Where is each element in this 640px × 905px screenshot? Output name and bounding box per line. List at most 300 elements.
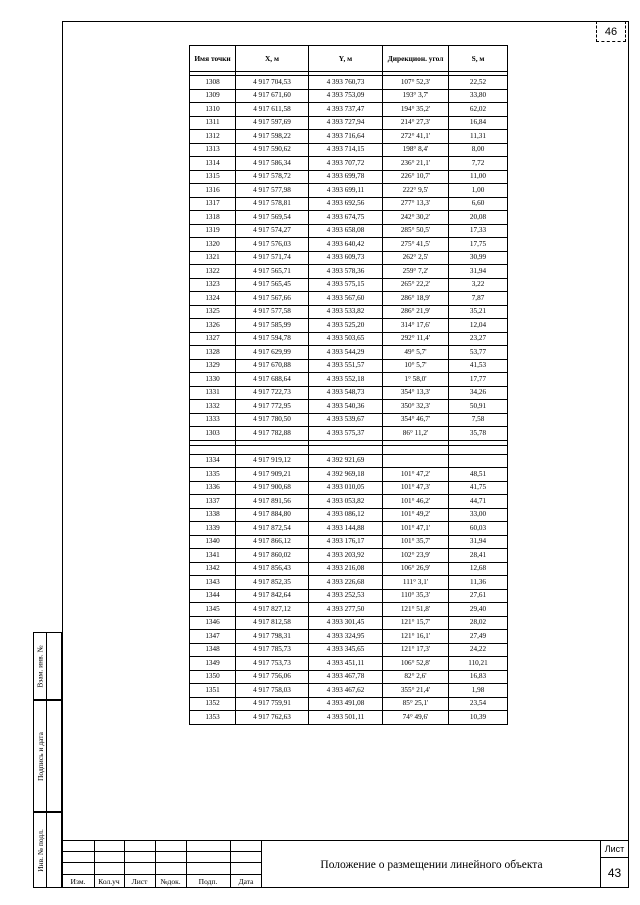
sheet-number: 43 [607, 865, 622, 880]
table-row [190, 562, 508, 576]
x-cell: 4 917 782,88 [236, 427, 309, 441]
direction-cell: 1° 58,0' [383, 373, 449, 387]
point-cell: 1331 [190, 386, 236, 400]
table-row [190, 508, 508, 522]
distance-cell: 110,21 [449, 657, 508, 671]
table-row [190, 278, 508, 292]
y-cell: 4 393 552,18 [309, 373, 383, 387]
distance-cell: 7,72 [449, 157, 508, 171]
point-cell: 1344 [190, 589, 236, 603]
x-cell: 4 917 842,64 [236, 589, 309, 603]
point-cell: 1319 [190, 224, 236, 238]
table-row [190, 346, 508, 360]
x-cell: 4 917 884,80 [236, 508, 309, 522]
distance-cell: 31,94 [449, 265, 508, 279]
direction-cell: 314° 17,6' [383, 319, 449, 333]
x-cell: 4 917 891,56 [236, 495, 309, 509]
y-cell: 4 393 010,05 [309, 481, 383, 495]
direction-cell: 74° 49,6' [383, 711, 449, 725]
direction-cell: 222° 9,5' [383, 184, 449, 198]
table-row [190, 292, 508, 306]
y-cell: 4 393 491,08 [309, 697, 383, 711]
gap-row [190, 445, 508, 454]
y-cell: 4 393 548,73 [309, 386, 383, 400]
distance-cell: 33,00 [449, 508, 508, 522]
table-row [190, 184, 508, 198]
table-row [190, 616, 508, 630]
direction-cell: 286° 21,9' [383, 305, 449, 319]
distance-cell: 27,49 [449, 630, 508, 644]
table-row [190, 711, 508, 725]
y-cell: 4 393 609,73 [309, 251, 383, 265]
direction-cell: 285° 50,5' [383, 224, 449, 238]
sidebar-label-inventory: Инв. № подл. [35, 828, 45, 872]
direction-cell: 259° 7,2' [383, 265, 449, 279]
table-row [190, 373, 508, 387]
point-cell: 1313 [190, 143, 236, 157]
y-cell: 4 393 467,78 [309, 670, 383, 684]
x-cell: 4 917 597,69 [236, 116, 309, 130]
direction-cell: 121° 51,8' [383, 603, 449, 617]
x-cell: 4 917 919,12 [236, 454, 309, 468]
y-cell: 4 393 525,20 [309, 319, 383, 333]
point-cell: 1309 [190, 89, 236, 103]
direction-cell: 265° 22,2' [383, 278, 449, 292]
y-cell: 4 393 575,37 [309, 427, 383, 441]
direction-cell [383, 454, 449, 468]
direction-cell: 236° 21,1' [383, 157, 449, 171]
y-cell: 4 393 737,47 [309, 103, 383, 117]
distance-cell: 11,31 [449, 130, 508, 144]
x-cell: 4 917 578,72 [236, 170, 309, 184]
y-cell: 4 393 451,11 [309, 657, 383, 671]
distance-cell: 33,80 [449, 89, 508, 103]
table-row [190, 305, 508, 319]
x-cell: 4 917 576,03 [236, 238, 309, 252]
table-row [190, 211, 508, 225]
direction-cell: 101° 35,7' [383, 535, 449, 549]
table-row [190, 589, 508, 603]
point-cell: 1329 [190, 359, 236, 373]
direction-cell: 193° 3,7' [383, 89, 449, 103]
direction-cell: 272° 41,1' [383, 130, 449, 144]
y-cell: 4 393 345,65 [309, 643, 383, 657]
y-cell: 4 393 714,15 [309, 143, 383, 157]
direction-cell: 110° 35,3' [383, 589, 449, 603]
sheet-top-number: 46 [596, 21, 626, 42]
distance-cell: 31,94 [449, 535, 508, 549]
distance-cell: 62,02 [449, 103, 508, 117]
y-cell: 4 393 533,82 [309, 305, 383, 319]
col-ndok-label: №док. [160, 877, 181, 886]
x-cell: 4 917 670,88 [236, 359, 309, 373]
y-cell: 4 393 699,11 [309, 184, 383, 198]
distance-cell: 10,39 [449, 711, 508, 725]
y-cell: 4 393 707,72 [309, 157, 383, 171]
title-block [62, 840, 629, 888]
direction-cell: 111° 3,1' [383, 576, 449, 590]
table-row [190, 535, 508, 549]
direction-cell: 242° 30,2' [383, 211, 449, 225]
direction-cell: 121° 16,1' [383, 630, 449, 644]
direction-cell: 262° 2,5' [383, 251, 449, 265]
point-cell: 1342 [190, 562, 236, 576]
y-cell: 4 392 969,18 [309, 468, 383, 482]
direction-cell: 102° 23,9' [383, 549, 449, 563]
x-cell: 4 917 567,66 [236, 292, 309, 306]
distance-cell: 23,27 [449, 332, 508, 346]
coordinates-table [189, 45, 508, 725]
direction-cell: 194° 35,2' [383, 103, 449, 117]
table-row [190, 76, 508, 90]
table-row [190, 143, 508, 157]
point-cell: 1325 [190, 305, 236, 319]
table-row [190, 603, 508, 617]
direction-cell: 214° 27,3' [383, 116, 449, 130]
y-cell: 4 393 053,82 [309, 495, 383, 509]
direction-cell: 82° 2,6' [383, 670, 449, 684]
table-row [190, 468, 508, 482]
y-cell: 4 393 539,67 [309, 413, 383, 427]
distance-cell: 1,00 [449, 184, 508, 198]
point-cell: 1320 [190, 238, 236, 252]
direction-cell: 85° 25,1' [383, 697, 449, 711]
distance-cell: 17,33 [449, 224, 508, 238]
point-cell: 1315 [190, 170, 236, 184]
direction-cell: 275° 41,5' [383, 238, 449, 252]
y-cell: 4 393 640,42 [309, 238, 383, 252]
table-row [190, 413, 508, 427]
x-cell: 4 917 827,12 [236, 603, 309, 617]
y-cell: 4 393 252,53 [309, 589, 383, 603]
distance-cell: 53,77 [449, 346, 508, 360]
x-cell: 4 917 762,63 [236, 711, 309, 725]
x-cell: 4 917 759,91 [236, 697, 309, 711]
y-cell: 4 393 216,08 [309, 562, 383, 576]
x-cell: 4 917 586,34 [236, 157, 309, 171]
y-cell: 4 393 716,64 [309, 130, 383, 144]
point-cell: 1324 [190, 292, 236, 306]
direction-cell: 350° 32,3' [383, 400, 449, 414]
y-cell: 4 393 692,56 [309, 197, 383, 211]
x-cell: 4 917 756,06 [236, 670, 309, 684]
distance-cell [449, 454, 508, 468]
x-cell: 4 917 578,81 [236, 197, 309, 211]
distance-cell: 7,58 [449, 413, 508, 427]
table-row [190, 224, 508, 238]
direction-cell: 86° 11,2' [383, 427, 449, 441]
direction-cell: 10° 5,7' [383, 359, 449, 373]
direction-cell: 101° 49,2' [383, 508, 449, 522]
direction-cell: 101° 46,2' [383, 495, 449, 509]
point-cell: 1334 [190, 454, 236, 468]
point-cell: 1348 [190, 643, 236, 657]
distance-cell: 23,54 [449, 697, 508, 711]
point-cell: 1346 [190, 616, 236, 630]
header-y: Y, м [309, 46, 383, 72]
y-cell: 4 393 086,12 [309, 508, 383, 522]
table-row [190, 549, 508, 563]
distance-cell: 35,21 [449, 305, 508, 319]
point-cell: 1349 [190, 657, 236, 671]
direction-cell: 286° 18,9' [383, 292, 449, 306]
table-row [190, 454, 508, 468]
x-cell: 4 917 852,35 [236, 576, 309, 590]
direction-cell: 106° 52,8' [383, 657, 449, 671]
x-cell: 4 917 585,99 [236, 319, 309, 333]
y-cell: 4 392 921,69 [309, 454, 383, 468]
sidebar-field-inventory [33, 812, 62, 888]
point-cell: 1312 [190, 130, 236, 144]
point-cell: 1333 [190, 413, 236, 427]
point-cell: 1339 [190, 522, 236, 536]
direction-cell: 277° 13,3' [383, 197, 449, 211]
distance-cell: 11,36 [449, 576, 508, 590]
x-cell: 4 917 629,99 [236, 346, 309, 360]
distance-cell: 28,02 [449, 616, 508, 630]
distance-cell: 30,99 [449, 251, 508, 265]
point-cell: 1330 [190, 373, 236, 387]
point-cell: 1310 [190, 103, 236, 117]
direction-cell: 101° 47,3' [383, 481, 449, 495]
y-cell: 4 393 674,75 [309, 211, 383, 225]
header-direction: Дирекцион. угол [383, 46, 449, 72]
x-cell: 4 917 753,73 [236, 657, 309, 671]
distance-cell: 8,00 [449, 143, 508, 157]
point-cell: 1303 [190, 427, 236, 441]
y-cell: 4 393 467,62 [309, 684, 383, 698]
distance-cell: 3,22 [449, 278, 508, 292]
y-cell: 4 393 575,15 [309, 278, 383, 292]
y-cell: 4 393 727,94 [309, 116, 383, 130]
document-title: Положение о размещении линейного объекта [320, 858, 543, 871]
x-cell: 4 917 565,45 [236, 278, 309, 292]
direction-cell: 198° 8,4' [383, 143, 449, 157]
distance-cell: 41,53 [449, 359, 508, 373]
col-podp-label: Подп. [198, 877, 218, 886]
distance-cell: 12,68 [449, 562, 508, 576]
table-row [190, 170, 508, 184]
col-list-label: Лист [131, 877, 148, 886]
point-cell: 1318 [190, 211, 236, 225]
table-row [190, 495, 508, 509]
table-row [190, 522, 508, 536]
distance-cell: 50,91 [449, 400, 508, 414]
direction-cell: 107° 52,3' [383, 76, 449, 90]
table-row [190, 89, 508, 103]
distance-cell: 6,60 [449, 197, 508, 211]
sheet-label: Лист [604, 844, 625, 854]
point-cell: 1311 [190, 116, 236, 130]
distance-cell: 12,04 [449, 319, 508, 333]
point-cell: 1338 [190, 508, 236, 522]
point-cell: 1347 [190, 630, 236, 644]
point-cell: 1317 [190, 197, 236, 211]
table-row [190, 684, 508, 698]
table-row [190, 386, 508, 400]
col-data-label: Дата [238, 877, 254, 886]
point-cell: 1352 [190, 697, 236, 711]
point-cell: 1323 [190, 278, 236, 292]
point-cell: 1316 [190, 184, 236, 198]
direction-cell: 354° 13,3' [383, 386, 449, 400]
table-row [190, 251, 508, 265]
distance-cell: 20,08 [449, 211, 508, 225]
y-cell: 4 393 176,17 [309, 535, 383, 549]
table-row [190, 427, 508, 441]
header-distance: S, м [449, 46, 508, 72]
distance-cell: 29,40 [449, 603, 508, 617]
x-cell: 4 917 812,58 [236, 616, 309, 630]
point-cell: 1308 [190, 76, 236, 90]
x-cell: 4 917 565,71 [236, 265, 309, 279]
x-cell: 4 917 866,12 [236, 535, 309, 549]
x-cell: 4 917 574,27 [236, 224, 309, 238]
direction-cell: 292° 11,4' [383, 332, 449, 346]
x-cell: 4 917 569,54 [236, 211, 309, 225]
distance-cell: 24,22 [449, 643, 508, 657]
direction-cell: 106° 26,9' [383, 562, 449, 576]
table-row [190, 359, 508, 373]
table-row [190, 697, 508, 711]
direction-cell: 121° 15,7' [383, 616, 449, 630]
coordinates-table-wrap [189, 45, 507, 833]
x-cell: 4 917 900,68 [236, 481, 309, 495]
distance-cell: 1,98 [449, 684, 508, 698]
point-cell: 1327 [190, 332, 236, 346]
sidebar-field-replace [33, 632, 62, 700]
y-cell: 4 393 501,11 [309, 711, 383, 725]
distance-cell: 28,41 [449, 549, 508, 563]
point-cell: 1321 [190, 251, 236, 265]
x-cell: 4 917 590,62 [236, 143, 309, 157]
x-cell: 4 917 577,58 [236, 305, 309, 319]
y-cell: 4 393 540,36 [309, 400, 383, 414]
direction-cell: 355° 21,4' [383, 684, 449, 698]
distance-cell: 44,71 [449, 495, 508, 509]
x-cell: 4 917 785,73 [236, 643, 309, 657]
point-cell: 1353 [190, 711, 236, 725]
y-cell: 4 393 226,68 [309, 576, 383, 590]
x-cell: 4 917 577,98 [236, 184, 309, 198]
point-cell: 1343 [190, 576, 236, 590]
point-cell: 1332 [190, 400, 236, 414]
table-row [190, 481, 508, 495]
y-cell: 4 393 753,09 [309, 89, 383, 103]
x-cell: 4 917 571,74 [236, 251, 309, 265]
x-cell: 4 917 780,50 [236, 413, 309, 427]
table-row [190, 400, 508, 414]
sidebar-label-signature: Подпись и дата [35, 731, 45, 781]
direction-cell: 101° 47,1' [383, 522, 449, 536]
y-cell: 4 393 277,50 [309, 603, 383, 617]
distance-cell: 48,51 [449, 468, 508, 482]
distance-cell: 7,87 [449, 292, 508, 306]
x-cell: 4 917 772,95 [236, 400, 309, 414]
x-cell: 4 917 611,58 [236, 103, 309, 117]
y-cell: 4 393 760,73 [309, 76, 383, 90]
point-cell: 1341 [190, 549, 236, 563]
x-cell: 4 917 798,31 [236, 630, 309, 644]
point-cell: 1314 [190, 157, 236, 171]
y-cell: 4 393 551,57 [309, 359, 383, 373]
y-cell: 4 393 503,65 [309, 332, 383, 346]
distance-cell: 11,00 [449, 170, 508, 184]
distance-cell: 17,75 [449, 238, 508, 252]
direction-cell: 101° 47,2' [383, 468, 449, 482]
x-cell: 4 917 856,43 [236, 562, 309, 576]
y-cell: 4 393 144,88 [309, 522, 383, 536]
distance-cell: 16,83 [449, 670, 508, 684]
x-cell: 4 917 860,02 [236, 549, 309, 563]
y-cell: 4 393 301,45 [309, 616, 383, 630]
point-cell: 1350 [190, 670, 236, 684]
direction-cell: 121° 17,3' [383, 643, 449, 657]
table-row [190, 630, 508, 644]
x-cell: 4 917 758,03 [236, 684, 309, 698]
y-cell: 4 393 324,95 [309, 630, 383, 644]
sidebar-label-replace: Взам. инв. № [35, 644, 45, 688]
distance-cell: 22,52 [449, 76, 508, 90]
col-kol-label: Кол.уч [98, 877, 120, 886]
x-cell: 4 917 671,60 [236, 89, 309, 103]
distance-cell: 27,61 [449, 589, 508, 603]
col-izm-label: Изм. [70, 877, 86, 886]
table-row [190, 197, 508, 211]
table-row [190, 670, 508, 684]
distance-cell: 60,03 [449, 522, 508, 536]
point-cell: 1340 [190, 535, 236, 549]
distance-cell: 16,84 [449, 116, 508, 130]
table-row [190, 576, 508, 590]
x-cell: 4 917 704,53 [236, 76, 309, 90]
point-cell: 1337 [190, 495, 236, 509]
y-cell: 4 393 567,60 [309, 292, 383, 306]
y-cell: 4 393 699,78 [309, 170, 383, 184]
table-row [190, 130, 508, 144]
table-row [190, 657, 508, 671]
x-cell: 4 917 909,21 [236, 468, 309, 482]
distance-cell: 34,26 [449, 386, 508, 400]
table-row [190, 116, 508, 130]
point-cell: 1345 [190, 603, 236, 617]
table-row [190, 103, 508, 117]
table-row [190, 238, 508, 252]
x-cell: 4 917 688,64 [236, 373, 309, 387]
table-row [190, 332, 508, 346]
sidebar-field-signature [33, 700, 62, 812]
distance-cell: 17,77 [449, 373, 508, 387]
x-cell: 4 917 598,22 [236, 130, 309, 144]
table-row [190, 157, 508, 171]
header-x: X, м [236, 46, 309, 72]
direction-cell: 49° 5,7' [383, 346, 449, 360]
point-cell: 1326 [190, 319, 236, 333]
header-point: Имя точки [190, 46, 236, 72]
direction-cell: 226° 10,7' [383, 170, 449, 184]
point-cell: 1351 [190, 684, 236, 698]
point-cell: 1335 [190, 468, 236, 482]
point-cell: 1328 [190, 346, 236, 360]
distance-cell: 35,78 [449, 427, 508, 441]
direction-cell: 354° 46,7' [383, 413, 449, 427]
table-row [190, 265, 508, 279]
point-cell: 1322 [190, 265, 236, 279]
table-row [190, 643, 508, 657]
table-row [190, 319, 508, 333]
y-cell: 4 393 658,08 [309, 224, 383, 238]
x-cell: 4 917 872,54 [236, 522, 309, 536]
